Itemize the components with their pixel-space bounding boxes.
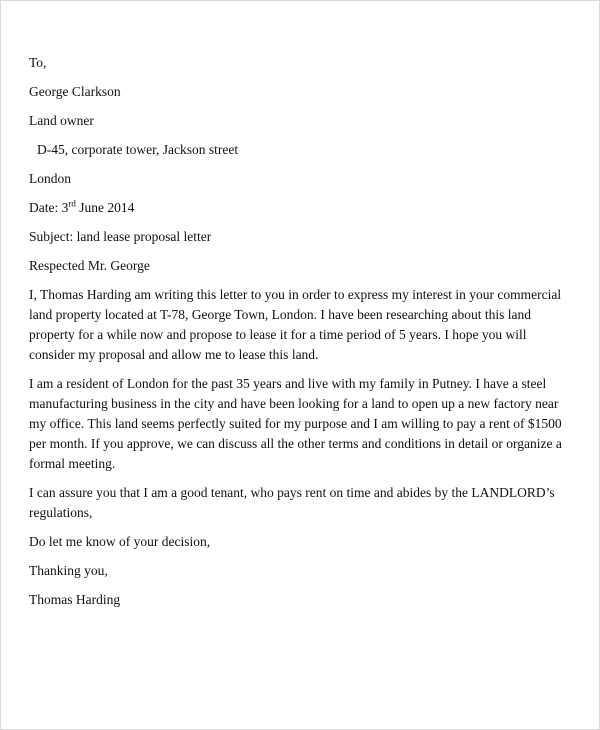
recipient-address: D-45, corporate tower, Jackson street xyxy=(37,142,239,157)
recipient-city: London xyxy=(29,171,71,186)
date-line xyxy=(29,198,577,218)
paragraph-2 xyxy=(29,374,577,474)
paragraph-line: regulations, xyxy=(29,505,93,520)
paragraph-line: my office. This land seems perfectly suited for my purpose and I am willing to pay a rent of $1500 xyxy=(29,416,562,431)
paragraph-line: I am a resident of London for the past 35 years and live with my family in Putney. I have a steel xyxy=(29,376,547,391)
paragraph-line: per month. If you approve, we can discuss all the other terms and conditions in detail or organize a xyxy=(29,436,562,451)
sender-name: Thomas Harding xyxy=(29,592,121,607)
recipient-name: George Clarkson xyxy=(29,84,121,99)
date-rest: June 2014 xyxy=(75,200,135,215)
to-line: To, xyxy=(29,55,47,70)
paragraph-line: land property located at T-78, George Town, London. I have been researching about this land xyxy=(29,307,532,322)
paragraph-line: property for a while now and propose to lease it for a time period of 5 years. I hope you will xyxy=(29,327,527,342)
sign-off: Thanking you, xyxy=(29,563,108,578)
salutation: Respected Mr. George xyxy=(29,258,150,273)
paragraph-line: I can assure you that I am a good tenant, who pays rent on time and abides by the LANDLORD’s xyxy=(29,485,555,500)
date-prefix: Date: 3 xyxy=(29,200,69,215)
closing-request: Do let me know of your decision, xyxy=(29,534,211,549)
subject-line: Subject: land lease proposal letter xyxy=(29,229,212,244)
paragraph-line: formal meeting. xyxy=(29,456,116,471)
recipient-title: Land owner xyxy=(29,113,94,128)
letter-body xyxy=(29,53,577,619)
date-ordinal: rd xyxy=(68,198,76,209)
paragraph-line: consider my proposal and allow me to lease this land. xyxy=(29,347,319,362)
paragraph-line: I, Thomas Harding am writing this letter to you in order to express my interest in your commercial xyxy=(29,287,562,302)
paragraph-1 xyxy=(29,285,577,365)
paragraph-3 xyxy=(29,483,577,523)
paragraph-line: manufacturing business in the city and have been looking for a land to open up a new factory near xyxy=(29,396,559,411)
